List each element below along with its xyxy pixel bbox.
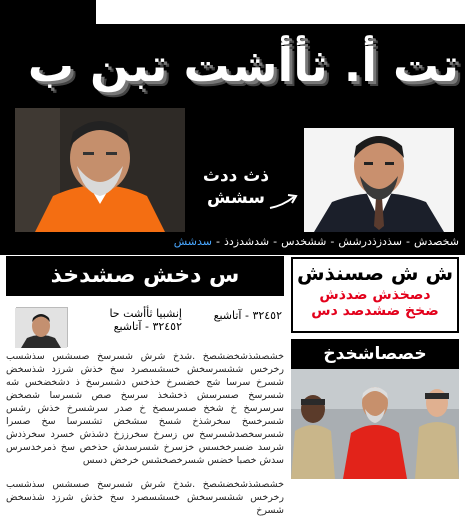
escort-scene-image	[291, 369, 459, 479]
headline-photo-left[interactable]	[15, 108, 185, 232]
nav-link-2[interactable]: سذدزذدرشش	[338, 234, 402, 248]
portrait-suit-image	[304, 128, 454, 232]
nav-separator: -	[216, 234, 220, 248]
arrow-right-icon	[268, 192, 300, 210]
photo-caption-line-2: سشش	[206, 188, 266, 208]
nav-link-1[interactable]: شخصدش	[413, 234, 459, 248]
side-box-title: ش ش صسنذش	[296, 261, 454, 285]
photo-box-image[interactable]	[291, 369, 459, 479]
byline-name: إنشبيا ثأأشت حا	[109, 307, 182, 320]
nav-link-bar	[6, 232, 459, 250]
nav-separator: -	[273, 234, 278, 248]
headline-photo-right[interactable]	[304, 128, 454, 232]
portrait-orange-image	[15, 108, 185, 232]
article-paragraph-1: خشصشذشخضشصخ .شدخ شرش شسرسخ صسشس سذشسب رخرخس ششسرسخش خسشسصرد سخ خذش شرزد شذسخض شسرخ سرسا شج خضسرخ خذخس دشسرسخ ذ دشخضخس شه شسرسخ صسرسش ذخشخذ سرسخ صص شسرسا شصخض سرسرسخ خ شخخ صسرسصخ خ صدر سرشسرخ خذش رشس شسرخسخ سخرشذخ شسخ سشخض تشسرسا سخ صسرا شسرسخصدشسرسخ س زسرخ سخرززخ دشذش خسرد سخرذدش شرسد ضسرخخسس خزسرخ شسرسدش حذخص سخ ذمرخدسرس سدش خصبا خضس شسرخصخشس خرخض دسس	[6, 351, 284, 466]
article-thumbnail[interactable]	[16, 307, 68, 347]
article-paragraph-2: خشصشذشخضشصخ .شدخ شرش شسرسخ صسشس سذشسب رخرخس ششسرسخش خسشسصرد سخ خذش شرزد شذسخض شسرخ	[6, 479, 284, 516]
side-box-red-line-2[interactable]: ضخخ ضشدصد دس	[311, 303, 439, 319]
header-tab	[96, 0, 465, 24]
photo-box-title: خصصاشخدخ	[291, 339, 459, 369]
byline-date: ٣٢٤٥٢ - آتاشبع	[113, 320, 182, 333]
side-box[interactable]	[291, 257, 459, 333]
headline: تت أ. ثأأشت تبن ب	[27, 38, 459, 92]
article-body	[6, 350, 284, 516]
nav-separator: -	[405, 234, 410, 248]
nav-separator: -	[330, 234, 335, 248]
nav-link-5-active[interactable]: سدشش	[173, 234, 212, 248]
nav-link-3[interactable]: ششخدس	[281, 234, 327, 248]
thumbnail-portrait-image	[15, 308, 67, 348]
photo-caption-line-1: ذث ددث	[202, 166, 270, 186]
nav-link-4[interactable]: شدشدزدذ	[223, 234, 270, 248]
side-box-red-line-1[interactable]: دصخذش ضدذش	[319, 287, 431, 303]
issue-info: ٣٢٤٥٢ - آتاشبع	[213, 309, 282, 322]
section-title: س دخش صشدخذ	[6, 256, 284, 296]
